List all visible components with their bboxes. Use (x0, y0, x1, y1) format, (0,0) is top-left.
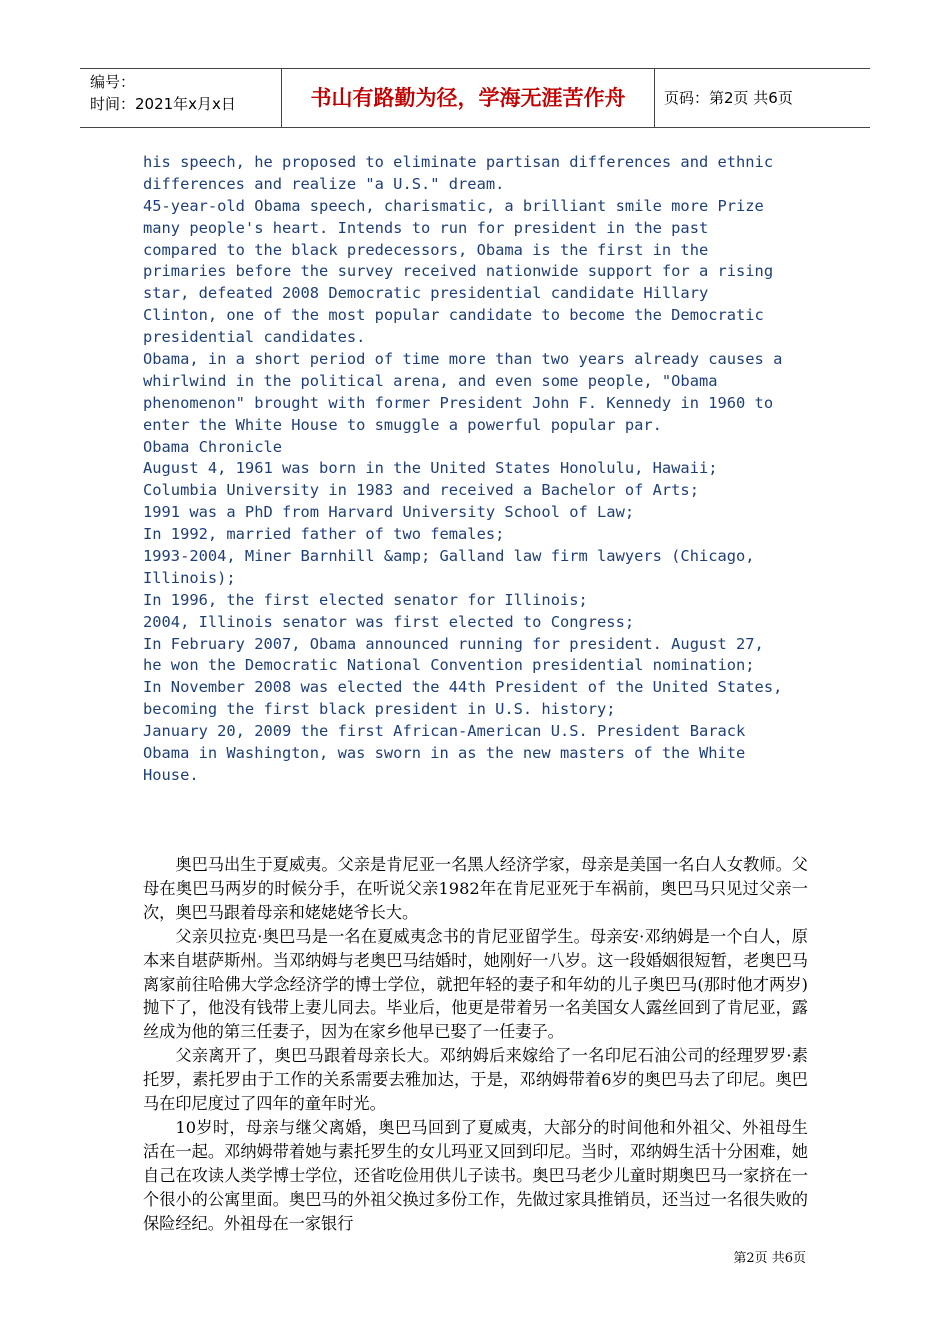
english-text-line: Obama in Washington, was sworn in as the new masters of the White (143, 744, 746, 763)
english-text-line: primaries before the survey received nationwide support for a rising (143, 262, 774, 281)
english-text-line: 1991 was a PhD from Harvard University School of Law; (143, 503, 635, 522)
english-text-line: he won the Democratic National Convention presidential nomination; (143, 656, 755, 675)
english-text-line: Columbia University in 1983 and received a Bachelor of Arts; (143, 481, 699, 500)
chinese-text-block (143, 853, 808, 1236)
english-text-line: Clinton, one of the most popular candidate to become the Democratic (143, 306, 764, 325)
english-text-line: whirlwind in the political arena, and even some people, "Obama (143, 371, 718, 390)
chinese-paragraph: 奥巴马出生于夏威夷。父亲是肯尼亚一名黑人经济学家，母亲是美国一名白人女教师。父母在奥巴马两岁的时候分手，在听说父亲1982年在肯尼亚死于车祸前，奥巴马只见过父亲一次，奥巴马跟着母亲和姥姥姥爷长大。 (143, 855, 808, 922)
document-number-label: 编号： (90, 73, 136, 91)
english-text-line: 45-year-old Obama speech, charismatic, a brilliant smile more Prize (143, 196, 764, 215)
english-text-line: differences and realize "a U.S." dream. (143, 174, 505, 193)
document-date-label: 时间：2021年x月x日 (90, 95, 236, 113)
english-text-line: phenomenon" brought with former President John F. Kennedy in 1960 to (143, 393, 774, 412)
english-text-line: Obama Chronicle (143, 437, 282, 456)
header-motto: 书山有路勤为径，学海无涯苦作舟 (310, 86, 626, 110)
chinese-paragraph: 10岁时，母亲与继父离婚，奥巴马回到了夏威夷，大部分的时间他和外祖父、外祖母生活在一起。邓纳姆带着她与素托罗生的女儿玛亚又回到印尼。当时，邓纳姆生活十分困难，她自己在攻读人类学博士学位，还省吃俭用供儿子读书。奥巴马老少儿童时期奥巴马一家挤在一个很小的公寓里面。奥巴马的外祖父换过多份工作，先做过家具推销员，还当过一名很失败的保险经纪。外祖母在一家银行 (143, 1117, 808, 1233)
page-header (80, 68, 870, 128)
footer-page-info: 第2页 共6页 (733, 1251, 806, 1266)
header-divider (654, 69, 655, 127)
english-text-line: House. (143, 765, 199, 784)
english-text-line: In 1996, the first elected senator for Illinois; (143, 590, 588, 609)
header-meta (90, 71, 236, 115)
english-text-line: Obama, in a short period of time more than two years already causes a (143, 350, 783, 369)
english-text-line: Illinois); (143, 568, 236, 587)
english-text-line: his speech, he proposed to eliminate partisan differences and ethnic (143, 153, 774, 171)
english-text-line: In November 2008 was elected the 44th President of the United States, (143, 678, 783, 697)
header-page-info: 页码：第2页 共6页 (664, 89, 793, 107)
english-text-line: August 4, 1961 was born in the United States Honolulu, Hawaii; (143, 459, 718, 478)
english-text-line: In February 2007, Obama announced running for president. August 27, (143, 634, 764, 653)
english-text-line: enter the White House to smuggle a powerful popular par. (143, 415, 662, 434)
english-text-line: January 20, 2009 the first African-American U.S. President Barack (143, 722, 746, 741)
english-text-line: 2004, Illinois senator was first elected to Congress; (143, 612, 635, 631)
english-text-line: In 1992, married father of two females; (143, 525, 505, 544)
english-text-line: becoming the first black president in U.S. history; (143, 700, 616, 719)
english-text-line: many people's heart. Intends to run for president in the past (143, 218, 709, 237)
chinese-paragraph: 父亲贝拉克·奥巴马是一名在夏威夷念书的肯尼亚留学生。母亲安·邓纳姆是一个白人，原本来自堪萨斯州。当邓纳姆与老奥巴马结婚时，她刚好一八岁。这一段婚姻很短暂，老奥巴马离家前往哈佛大学念经济学的博士学位，就把年轻的妻子和年幼的儿子奥巴马(那时他才两岁)抛下了，他没有钱带上妻儿同去。毕业后，他更是带着另一名美国女人露丝回到了肯尼亚，露丝成为他的第三任妻子，因为在家乡他早已娶了一任妻子。 (143, 926, 808, 1042)
chinese-paragraph: 父亲离开了，奥巴马跟着母亲长大。邓纳姆后来嫁给了一名印尼石油公司的经理罗罗·素托罗，素托罗由于工作的关系需要去雅加达，于是，邓纳姆带着6岁的奥巴马去了印尼。奥巴马在印尼度过了四年的童年时光。 (143, 1046, 808, 1114)
english-text-line: star, defeated 2008 Democratic presidential candidate Hillary (143, 284, 709, 303)
english-text-line: 1993-2004, Miner Barnhill &amp; Galland law firm lawyers (Chicago, (143, 547, 755, 566)
english-text-line: compared to the black predecessors, Obama is the first in the (143, 240, 709, 259)
english-text-line: presidential candidates. (143, 328, 366, 347)
english-text-block (143, 152, 823, 787)
